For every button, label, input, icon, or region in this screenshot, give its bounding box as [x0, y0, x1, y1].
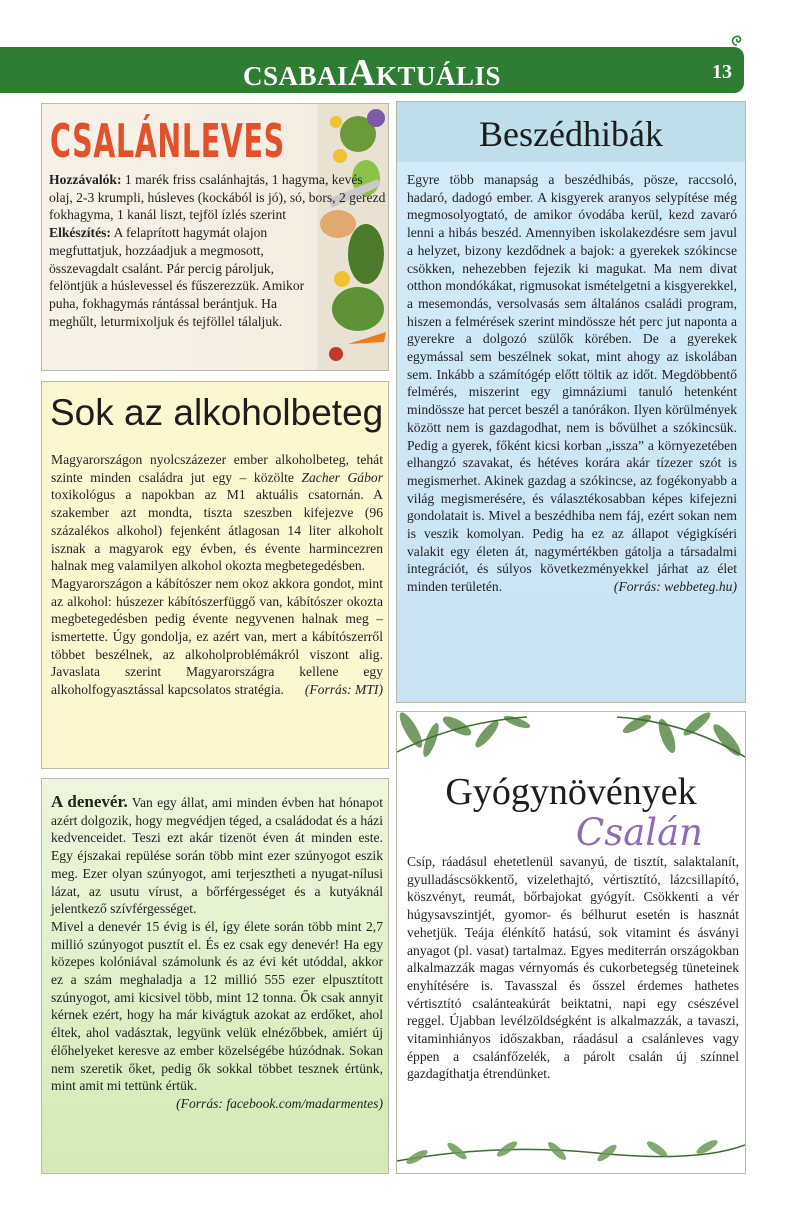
speech-title-band [397, 102, 745, 162]
alcohol-p2-text: Magyarországon a kábítószer nem okoz akkora gondot, mint az alkohol: húszezer kábítószerfüggő van, kábítószer okozta megbetegedésben pedig évente negyvenen halnak meg – ismertette. Úgy gondolja, ez azért van, mert a kábítószerről többet beszélnek, az alkoholproblémákról viszont alig. Javaslata szerint Magyarországra kellene egy alkoholfogyasztással kapcsolatos stratégia. [51, 575, 383, 698]
alcohol-article-box [41, 381, 389, 769]
alcohol-article-source: (Forrás: MTI) [304, 682, 383, 698]
magazine-title [0, 47, 744, 93]
alcohol-article-title: Sok az alkoholbeteg [50, 392, 384, 433]
herb-article-box [396, 711, 746, 1174]
bat-article-text [51, 793, 383, 1113]
recipe-title: CSALÁNLEVES [50, 114, 285, 168]
magazine-title-initial: A [348, 52, 376, 94]
magazine-title-part2: KTUÁLIS [375, 61, 502, 91]
alcohol-paragraph-2 [51, 575, 383, 699]
bat-article-box [41, 778, 389, 1174]
ingredients-label: Hozzávalók: [49, 172, 122, 187]
speech-article-title: Beszédhibák [479, 114, 663, 154]
speech-article-source: (Forrás: webbeteg.hu) [613, 579, 737, 595]
preparation-label: Elkészítés: [49, 225, 111, 241]
alcohol-article-text [51, 451, 383, 699]
alcohol-paragraph-1 [51, 451, 383, 575]
herb-article-title: Gyógynövények [445, 771, 697, 813]
bat-paragraph-1: Van egy állat, ami minden évben hat hónapot azért dolgozik, hogy megvédjen téged, a családodat és a házi kedvenceidet. Teszi ezt akár tizenöt éven át minden este. Egy éjszakai repülése során több mint ezer szúnyogot eszik meg. Ezer olyan szúnyogot, ami terjesztheti a nyugat-nílusi lázat, az usutu vírust, a bőrférgességet és a kutyáknál jelentkező szívférgességet. [51, 795, 383, 917]
expert-name: Zacher Gábor [301, 469, 383, 485]
magazine-title-part1: CSABAI [242, 61, 349, 91]
herb-article-subtitle: Csalán [575, 811, 703, 854]
leaves-decoration-bottom [397, 1123, 745, 1173]
bat-article-lead: A denevér. [51, 792, 128, 811]
bat-article-source: (Forrás: facebook.com/madarmentes) [176, 1095, 383, 1111]
speech-article-box [396, 101, 746, 703]
preparation-text: A felaprított hagymát olajon megfuttatjuk, hozzáadjuk a megmosott, összevagdalt csalánt. Pár percig pároljuk, felöntjük a húslevessel és fűszerezzük. Amikor puha, fokhagymás rántással berántjuk. Ha meghűlt, leturmixoljuk és tejföllel tálaljuk. [49, 225, 305, 329]
header-bar [0, 47, 744, 93]
speech-article-text [407, 171, 737, 596]
page-number: 13 [712, 61, 732, 83]
swirl-ornament-icon [730, 33, 744, 47]
speech-article-body: Egyre több manapság a beszédhibás, pösze, raccsoló, hadaró, dadogó ember. A kisgyerek aranyos selypítése még megmosolyogtató, de amikor óvodába kerül, kezd zavaró lenni a hibás beszéd. Amennyiben iskolakezdésre sem javul a helyzet, bizony kezdődnek a bajok: a gyerekek szókincse csökken, nehezebben fejezik ki magukat. Ma nem divat otthon mondókákat, rigmusokat ismételgetni a kisgyerekkel, a mesemondás, versolvasás sem általános családi program, hiszen a felmérések szerint mindössze hét perc jut naponta a gyerekre a dolgozó szülők körében. De a gyerekek egymással sem beszélnek sokat, mint ahogy az iskolában sem. Inkább a számítógép előtt töltik az időt. Megdöbbentő felmérés, miszerint egy gimnáziumi tanuló hetenként mindössze hat percet beszél a tanórákon. Ilyen körülmények között nem is gazdagodhat, nem is bővülhet a szókincsük. Pedig a gyerek, főként kicsi korban „issza” a környezetében elhangzó szavakat, és hétéves korára akár tízezer szót is megismerhet. Akinek gazdag a szókincse, az fogékonyabb a világ megismerésére, és választékosabban képes kifejezni gondolatait is. Mivel a beszédhiba nem fáj, ezért sokan nem is veszik komolyan. Pedig ha ez az állapot végigkíséri valakit egy életen át, nagymértékben gátolja a társadalmi integrációt, és súlyos következményekkel járhat az élet minden területén. [407, 172, 737, 595]
ingredients-text: 1 marék friss csalánhajtás, 1 hagyma, kevés olaj, 2-3 krumpli, húsleves (kockából is jó), só, bors, 2 gerezd fokhagyma, 1 kanál liszt, tejföl ízlés szerint [49, 172, 386, 223]
recipe-box [41, 103, 389, 371]
bat-paragraph-2: Mivel a denevér 15 évig is él, így élete során több mint 2,7 millió szúnyogot pusztít el. És ez csak egy denevér! Ha egy közepes kolóniával számolunk és az évi két utóddal, akkor ez a szám meghaladja a 12 millió 555 ezer elpusztított szúnyogot, ami kicsivel több, mint 12 tonna. Ők csak annyit kérnek ezért, hogy ha már kivágtuk azokat az erdőket, ahol éltek, ahol vadásztak, legyünk velük elnézőbbek, amiért új élőhelyeket keresve az ember közelségébe húzódnak. Sokan nem szeretik őket, pedig ők sokkal többet tesznek értünk, mint amit mi tettünk értük. [51, 918, 383, 1094]
herb-article-text: Csíp, ráadásul ehetetlenül savanyú, de tisztít, salaktalanít, gyulladáscsökkentő, vizelethajtó, vértisztító, lázcsillapító, köszvényt, reumát, bőrbajokat gyógyít. Csökkenti a vér húgysavszintjét, gyomor- és bélhurut esetén is hasznát vehetjük. Teája élénkítő hatású, sok vitamint és ásványi anyagot (pl. vasat) tartalmaz. Egyes mediterrán országokban alkalmazzák magas vérnyomás és cukorbetegség tüneteinek enyhítésére is. Tavasszal és ősszel érdemes hathetes vértisztító csalánteakúrát beiktatni, napi egy csészével reggel. Újabban levélzöldségként is alkalmazzák, a tavaszi, vitaminhiányos időszakban, ráadásul a csalánleves vagy éppen a csalánfőzelék, a párolt csalán új színnel gazdagíthatja étrendünket. [407, 854, 739, 1082]
alcohol-p1-end: toxikológus a napokban az M1 aktuális csatornán. A szakember azt mondta, tiszta szeszben kifejezve (96 százalékos alkohol) fejenként átlagosan 14 liter alkoholt isznak a magyarok egy évben, és évente harmincezren halnak meg valamilyen alkohol okozta megbetegedésben. [51, 487, 383, 574]
recipe-text [49, 171, 389, 330]
alcohol-p1-start: Magyarországon nyolcszázezer ember alkoholbeteg, tehát szinte minden családra jut egy – közölte [51, 452, 383, 485]
